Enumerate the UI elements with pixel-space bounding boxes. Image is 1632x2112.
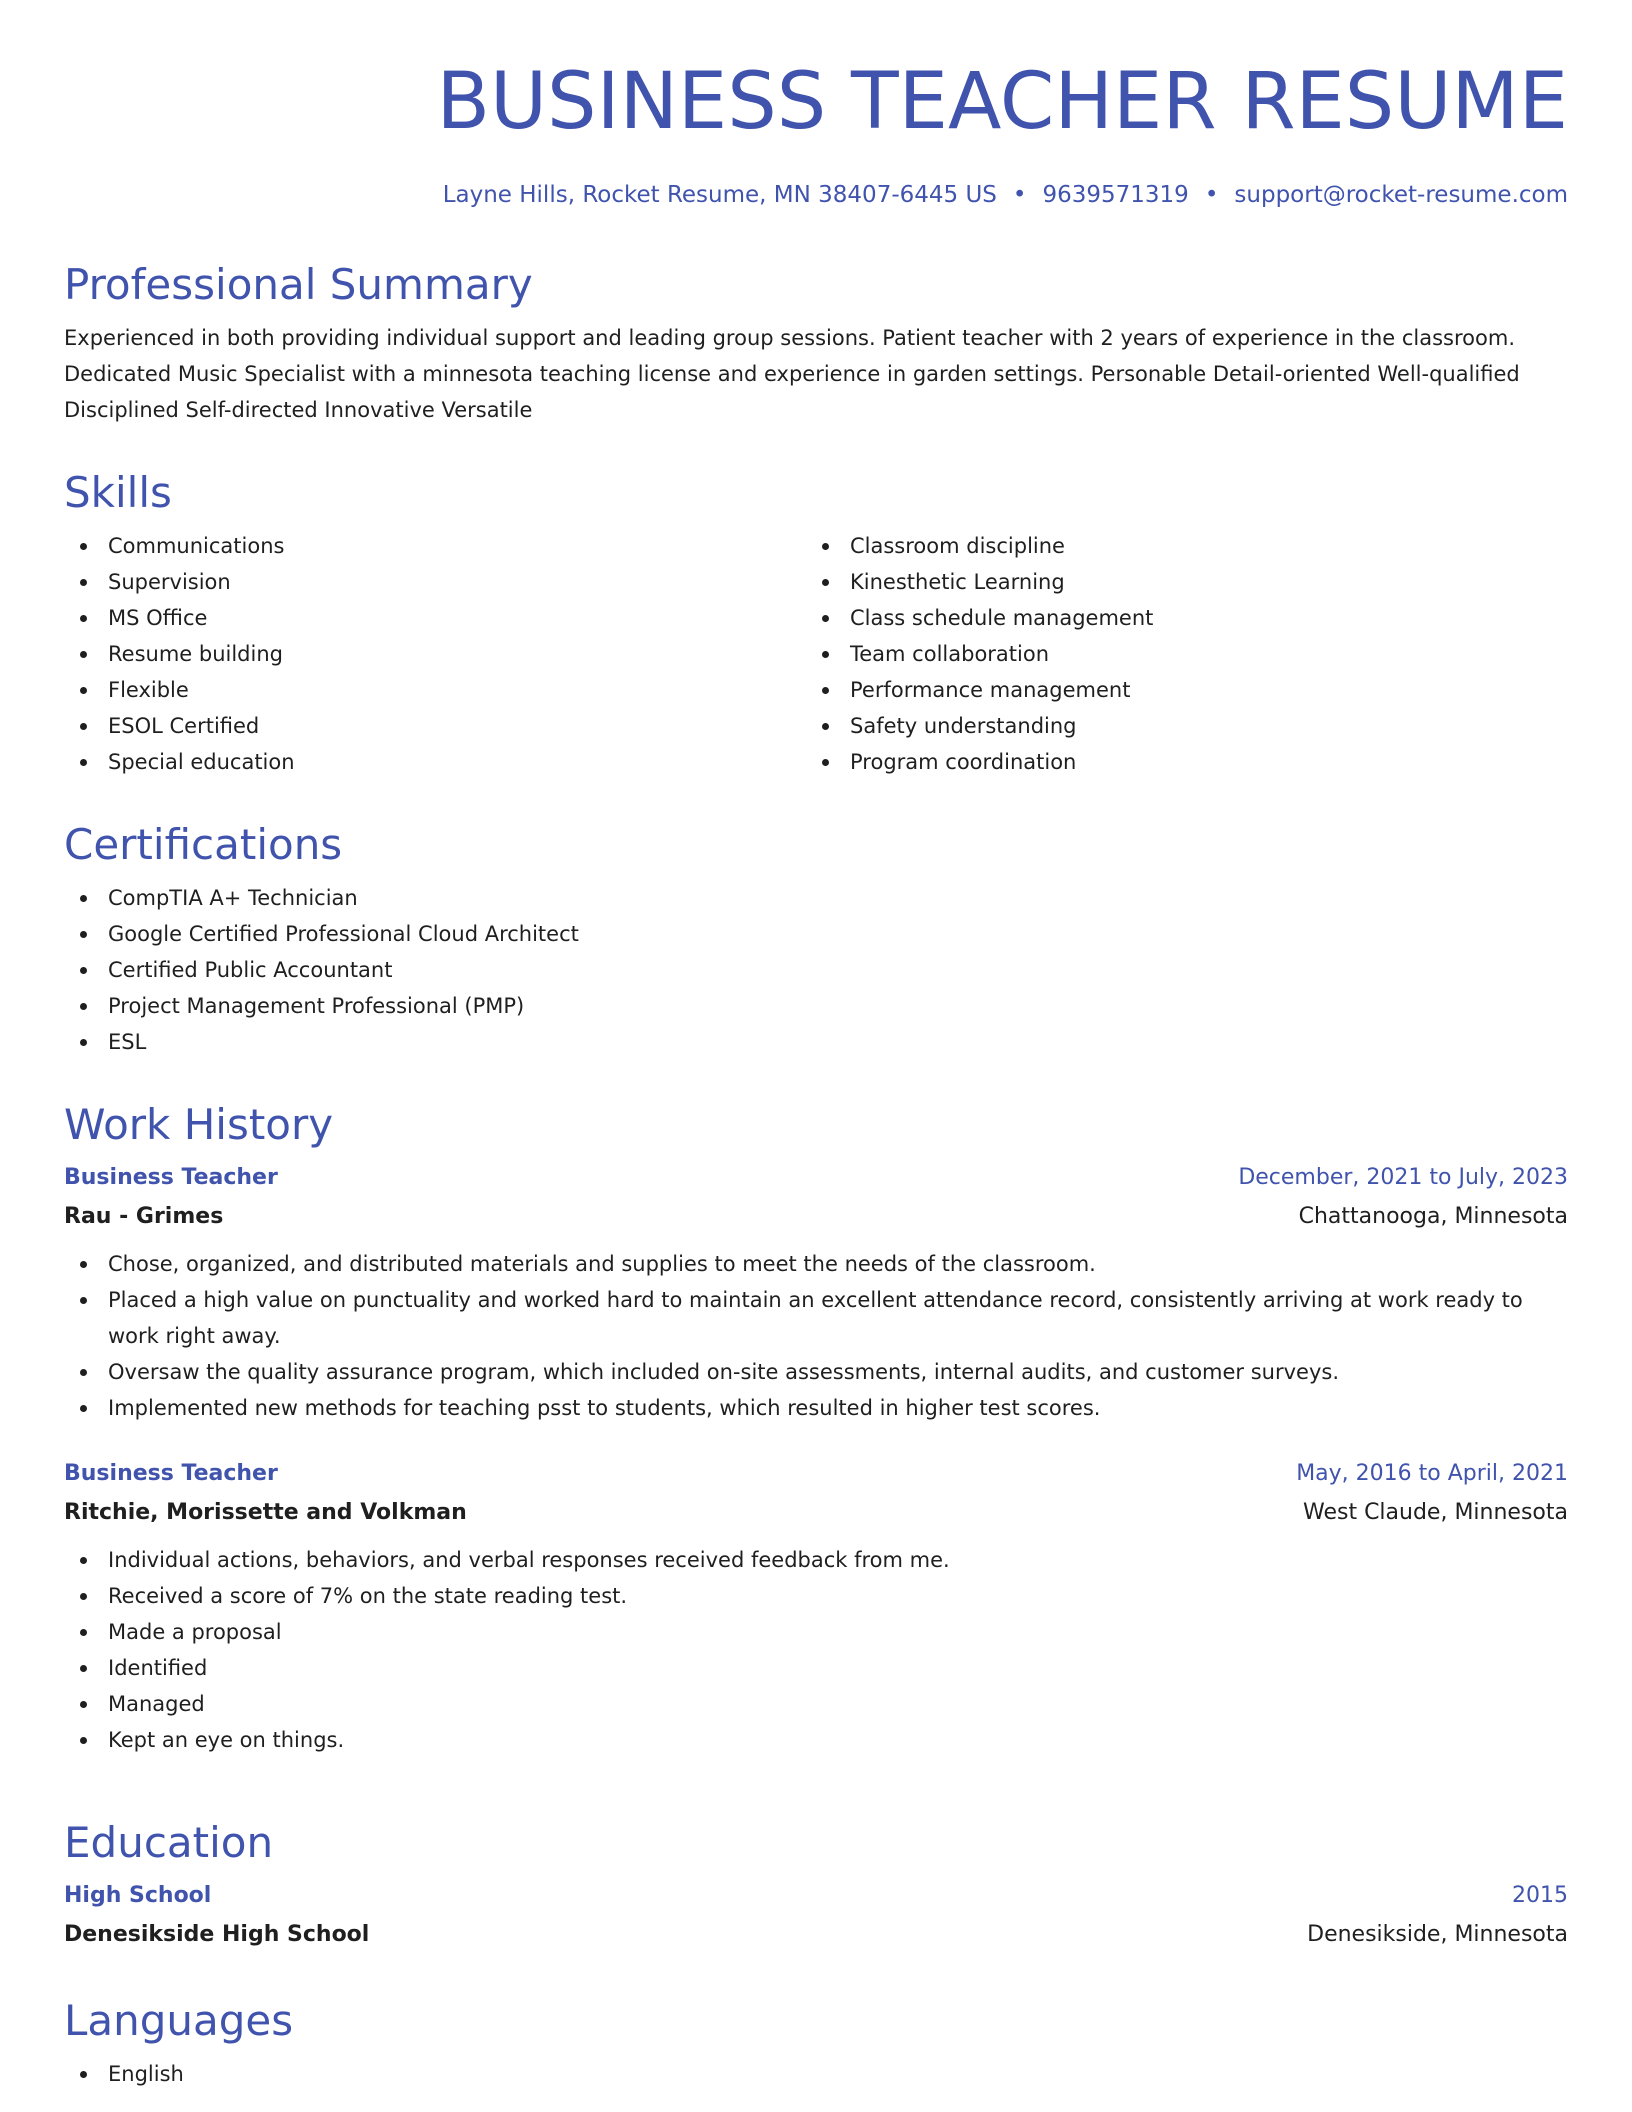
job-bullet: Individual actions, behaviors, and verbal responses received feedback from me. [64,1542,1568,1578]
skills-list-left [64,528,806,780]
certification-item: ESL [64,1024,1568,1060]
certifications-section [64,818,1568,1060]
job-bullet: Placed a high value on punctuality and worked hard to maintain an excellent attendance record, consistently arriving at work ready to work right away. [64,1282,1568,1354]
skill-item: Team collaboration [806,636,1548,672]
education-header [64,1880,1568,1912]
skill-item: Kinesthetic Learning [806,564,1548,600]
job-bullets [64,1246,1568,1426]
education-heading: Education [64,1818,274,1867]
education-location: Denesikside, Minnesota [1307,1922,1568,1947]
job-bullet: Chose, organized, and distributed materials and supplies to meet the needs of the classroom. [64,1246,1568,1282]
skill-item: Flexible [64,672,806,708]
certification-item: Project Management Professional (PMP) [64,988,1568,1024]
education-degree: High School [64,1883,212,1908]
job-bullets [64,1542,1568,1758]
skill-item: Safety understanding [806,708,1548,744]
languages-section [64,1994,1568,2092]
skill-item: ESOL Certified [64,708,806,744]
skill-item: Program coordination [806,744,1548,780]
job-bullet: Kept an eye on things. [64,1722,1568,1758]
job-location: Chattanooga, Minnesota [1298,1204,1568,1229]
certification-item: CompTIA A+ Technician [64,880,1568,916]
resume-page [64,0,1568,2086]
skills-grid [64,528,1568,780]
skill-item: Communications [64,528,806,564]
job-company: Ritchie, Morissette and Volkman [64,1500,467,1525]
job-dates: May, 2016 to April, 2021 [1296,1461,1568,1486]
job-subheader [64,1200,1568,1234]
job-location: West Claude, Minnesota [1302,1500,1568,1525]
skills-column-left [64,528,806,780]
skills-heading: Skills [64,468,172,517]
job-bullet: Received a score of 7% on the state reading test. [64,1578,1568,1614]
education-entry [64,1880,1568,1952]
job-bullet: Identified [64,1650,1568,1686]
skills-section [64,466,1568,780]
skill-item: Supervision [64,564,806,600]
skill-item: Performance management [806,672,1548,708]
job-header [64,1162,1568,1194]
summary-text: Experienced in both providing individual support and leading group sessions. Patient teacher with 2 years of experience in the classroom. Dedicated Music Specialist with a minnesota teaching license and experience in garden settings. Personable Detail-oriented Well-qualified Disciplined Self-directed Innovative Versatile [64,326,1520,422]
languages-heading: Languages [64,1996,294,2045]
skill-item: Resume building [64,636,806,672]
job-title: Business Teacher [64,1165,278,1190]
skills-list-right [806,528,1548,780]
job-dates: December, 2021 to July, 2023 [1238,1165,1568,1190]
skill-item: Special education [64,744,806,780]
contact-address: Layne Hills, Rocket Resume, MN 38407-6445 US [442,182,997,208]
education-school: Denesikside High School [64,1922,370,1947]
language-item: English [64,2056,1568,2092]
skill-item: Class schedule management [806,600,1548,636]
languages-list [64,2056,1568,2092]
contact-separator: • [1204,182,1219,208]
job-bullet: Managed [64,1686,1568,1722]
skill-item: MS Office [64,600,806,636]
job-company: Rau - Grimes [64,1204,224,1229]
certifications-heading: Certifications [64,820,343,869]
work-history-section [64,1098,1568,1758]
resume-title: BUSINESS TEACHER RESUME [436,57,1568,147]
work-history-heading: Work History [64,1100,334,1149]
contact-separator: • [1012,182,1027,208]
certifications-list [64,880,1568,1060]
contact-phone: 9639571319 [1042,182,1189,208]
skill-item: Classroom discipline [806,528,1548,564]
summary-heading: Professional Summary [64,260,533,309]
education-year: 2015 [1512,1883,1568,1908]
job-bullet: Implemented new methods for teaching psst to students, which resulted in higher test scores. [64,1390,1568,1426]
job-title: Business Teacher [64,1461,278,1486]
contact-line [64,180,1568,210]
contact-email[interactable]: support@rocket-resume.com [1234,182,1568,208]
certification-item: Certified Public Accountant [64,952,1568,988]
job-header [64,1458,1568,1490]
job-entry [64,1458,1568,1758]
education-section [64,1816,1568,1952]
certification-item: Google Certified Professional Cloud Architect [64,916,1568,952]
job-bullet: Oversaw the quality assurance program, which included on-site assessments, internal audits, and customer surveys. [64,1354,1568,1390]
skills-column-right [806,528,1548,780]
job-bullet: Made a proposal [64,1614,1568,1650]
education-subheader [64,1918,1568,1952]
job-entry [64,1162,1568,1426]
summary-section [64,258,1568,428]
job-subheader [64,1496,1568,1530]
